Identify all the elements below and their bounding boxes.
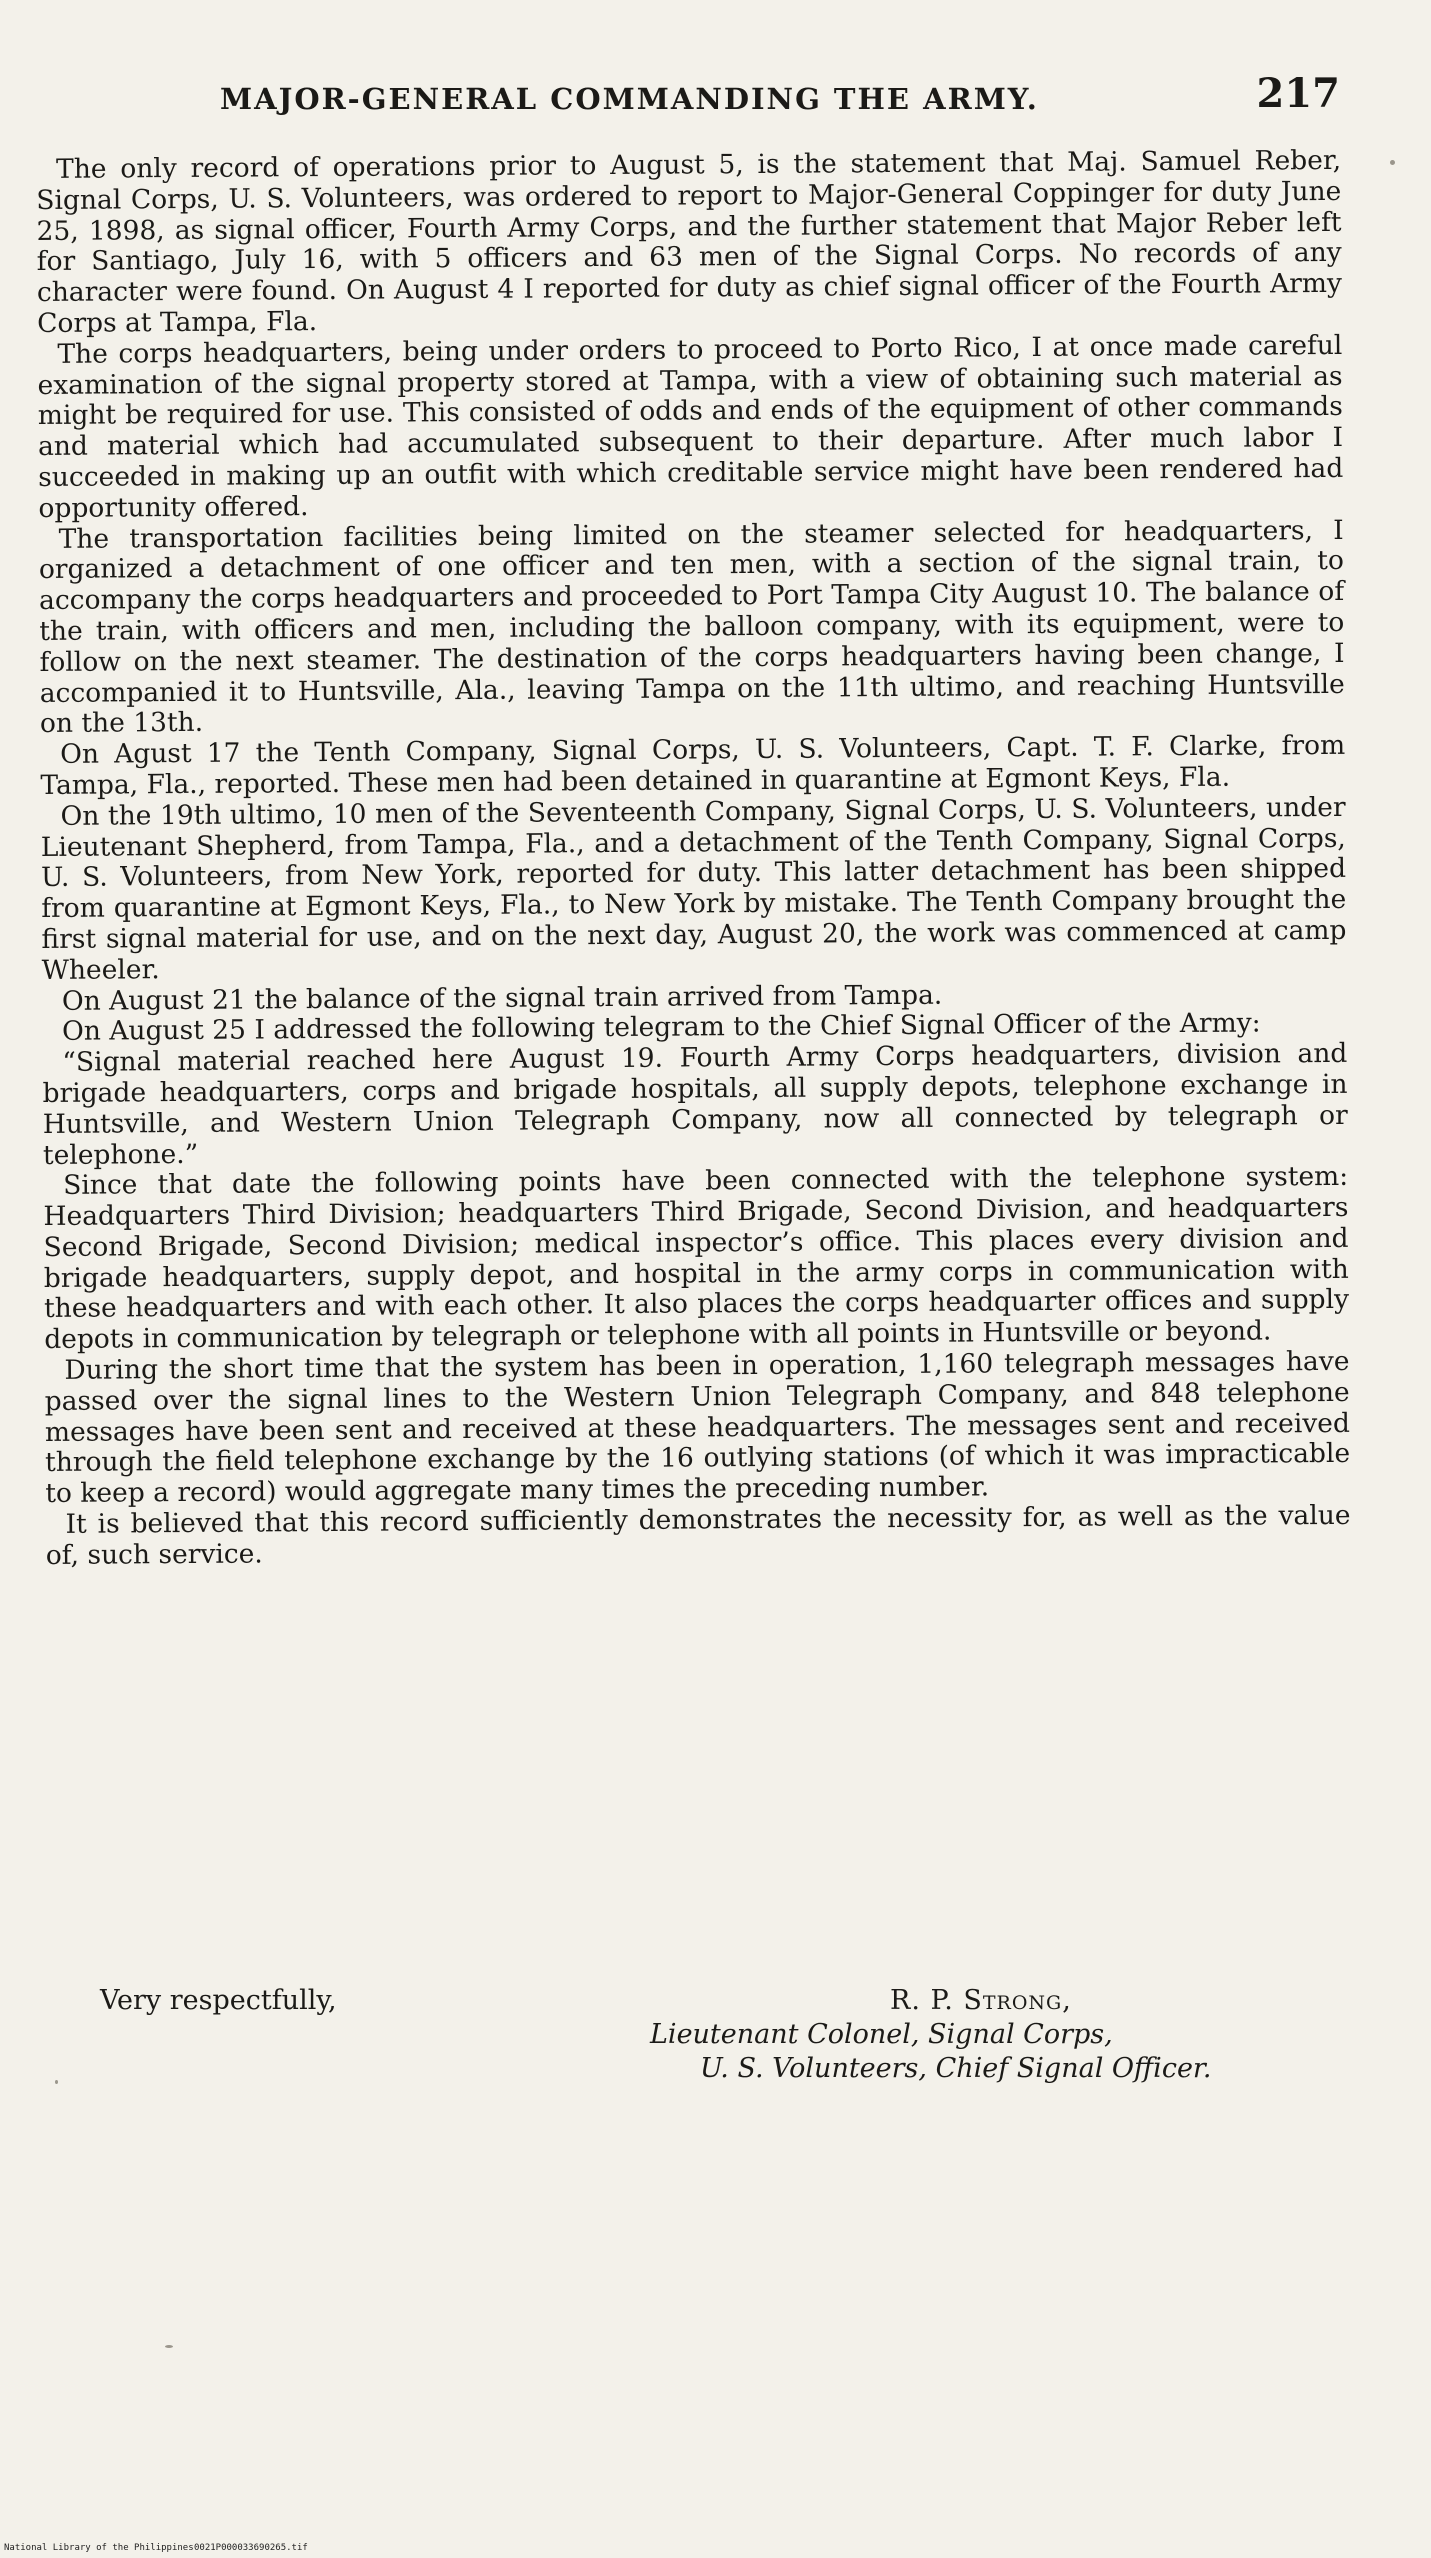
footer-filename: 0021P000033690265.tif <box>194 2543 308 2553</box>
paragraph: During the short time that the system has been in operation, 1,160 telegraph messages have passed over the signal lines to the Western Union Telegraph Company, and 848 telephone messages have been sent and received at these headquarters. The messages sent and received through the field telephone exchange by the 16 outlying stations (of which it was impracticable to keep a record) would aggregate many times the preceding number. <box>44 1345 1351 1510</box>
page-number: 217 <box>1256 70 1340 117</box>
paragraph: “Signal material reached here August 19. Fourth Army Corps headquarters, division and brigade headquarters, corps and brigade hospitals, all supply depots, telephone exchange in Huntsville, and Western Union Telegraph Company, now all connected by telegraph or telephone.” <box>42 1037 1348 1171</box>
scan-footer <box>4 2543 308 2553</box>
signer-office: U. S. Volunteers, Chief Signal Officer. <box>700 2053 1212 2084</box>
signer-name: R. P. Strong, <box>890 1985 1072 2016</box>
scan-speck <box>165 2345 173 2348</box>
paragraph: On August 21 the balance of the signal train arrived from Tampa. <box>61 979 943 1017</box>
scan-speck <box>1390 160 1395 165</box>
running-head: MAJOR-GENERAL COMMANDING THE ARMY. <box>220 82 1039 116</box>
paragraph: On Agust 17 the Tenth Company, Signal Corps, U. S. Volunteers, Capt. T. F. Clarke, from Tampa, Fla., reported. These men had been detained in quarantine at Egmont Keys, Fla. <box>40 730 1346 801</box>
footer-institution: National Library of the Philippines <box>4 2543 194 2553</box>
paragraph: The corps headquarters, being under orders to proceed to Porto Rico, I at once made careful examination of the signal property stored at Tampa, with a view of obtaining such material as might be required for use. This consisted of odds and ends of the equipment of other commands and material which had accumulated subsequent to their departure. After much labor I succeeded in making up an outfit with which creditable service might have been rendered had opportunity offered. <box>37 329 1344 524</box>
signature-block <box>60 1985 1360 2135</box>
report-body <box>36 146 1351 1572</box>
paragraph: The transportation facilities being limited on the steamer selected for headquarters, I organized a detachment of one officer and ten men, with a section of the signal train, to accompany the corps headquarters and proceeded to Port Tampa City August 10. The balance of the train, with officers and men, including the balloon company, with its equipment, were to follow on the next steamer. The destination of the corps headquarters having been change, I accompanied it to Huntsville, Ala., leaving Tampa on the 11th ultimo, and reaching Huntsville on the 13th. <box>38 514 1345 740</box>
paragraph: On the 19th ultimo, 10 men of the Seventeenth Company, Signal Corps, U. S. Volunteers, under Lieutenant Shepherd, from Tampa, Fla., and a detachment of the Tenth Company, Signal Corps, U. S. Volunteers, from New York, reported for duty. This latter detachment has been shipped from quarantine at Egmont Keys, Fla., to New York by mistake. The Tenth Company brought the first signal material for use, and on the next day, August 20, the work was commenced at camp Wheeler. <box>40 791 1347 986</box>
signer-rank: Lieutenant Colonel, Signal Corps, <box>650 2019 1113 2050</box>
page-header <box>40 70 1340 130</box>
paragraph: Since that date the following points have been connected with the telephone system: Headquarters Third Division; headquarters Third Brigade, Second Division, and headquarters Second Brigade, Second Division; medical inspector’s office. This places every division and brigade headquarters, supply depot, and hospital in the army corps in communication with these headquarters and with each other. It also places the corps headquarter offices and supply depots in communication by telegraph or telephone with all points in Huntsville or beyond. <box>43 1161 1350 1356</box>
closing: Very respectfully, <box>100 1985 337 2016</box>
paragraph: It is believed that this record sufficiently demonstrates the necessity for, as well as the value of, such service. <box>45 1499 1351 1571</box>
scan-speck <box>55 2080 58 2084</box>
paragraph: On August 25 I addressed the following telegram to the Chief Signal Officer of the Army: <box>62 1007 1261 1048</box>
paragraph: The only record of operations prior to August 5, is the statement that Maj. Samuel Reber, Signal Corps, U. S. Volunteers, was ordered to report to Major-General Coppinger for duty June 25, 1898, as signal officer, Fourth Army Corps, and the further statement that Major Reber left for Santiago, July 16, with 5 officers and 63 men of the Signal Corps. No records of any character were found. On August 4 I reported for duty as chief signal officer of the Fourth Army Corps at Tampa, Fla. <box>36 144 1343 339</box>
